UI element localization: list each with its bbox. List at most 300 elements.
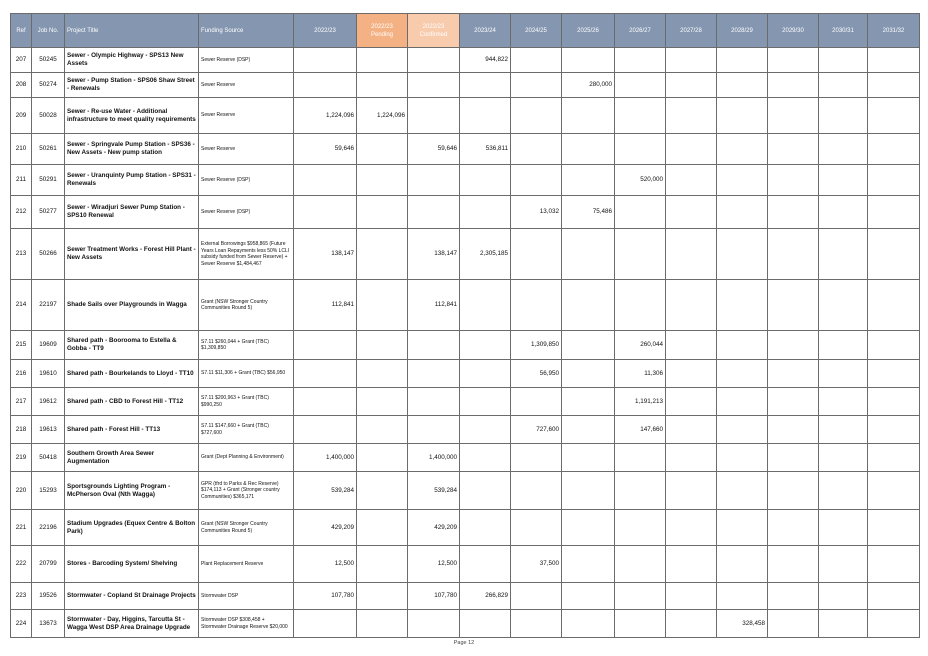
header-year: 2025/26	[562, 14, 615, 48]
amount-cell	[768, 165, 819, 196]
amount-cell	[666, 48, 717, 73]
amount-cell	[408, 98, 460, 134]
amount-cell	[868, 416, 920, 444]
amount-cell: 539,284	[294, 472, 357, 510]
amount-cell	[717, 472, 768, 510]
header-row	[11, 14, 920, 48]
amount-cell	[460, 73, 511, 98]
amount-cell	[717, 444, 768, 472]
amount-cell: 147,660	[615, 416, 666, 444]
header-year: 2026/27	[615, 14, 666, 48]
amount-cell	[868, 165, 920, 196]
funding-source-cell: External Borrowings $958,865 (Future Years Loan Repayments less 50% LCLI subsidy funded from Sewer Reserve) + Sewer Reserve $1,484,467	[199, 229, 294, 280]
amount-cell	[562, 229, 615, 280]
project-title-cell: Shared path - CBD to Forest Hill - TT12	[65, 388, 199, 416]
project-title-cell: Sewer - Re-use Water - Additional infrastructure to meet quality requirements	[65, 98, 199, 134]
amount-cell	[819, 280, 868, 331]
header-year: 2022/23	[294, 14, 357, 48]
project-title-cell: Sewer Treatment Works - Forest Hill Plant - New Assets	[65, 229, 199, 280]
amount-cell	[868, 280, 920, 331]
amount-cell	[615, 98, 666, 134]
amount-cell	[768, 472, 819, 510]
amount-cell	[408, 388, 460, 416]
amount-cell	[408, 196, 460, 229]
amount-cell	[615, 472, 666, 510]
amount-cell	[562, 583, 615, 610]
amount-cell	[717, 48, 768, 73]
amount-cell	[511, 48, 562, 73]
funding-source-cell: GPR (tfrd to Parks & Rec Reserve) $174,113 + Grant (Stronger country Communities) $365,171	[199, 472, 294, 510]
project-title-cell: Stadium Upgrades (Equex Centre & Bolton Park)	[65, 510, 199, 546]
amount-cell	[666, 546, 717, 583]
amount-cell	[294, 360, 357, 388]
amount-cell	[615, 583, 666, 610]
amount-cell: 280,000	[562, 73, 615, 98]
amount-cell: 2,305,185	[460, 229, 511, 280]
ref-cell: 217	[11, 388, 32, 416]
amount-cell	[460, 546, 511, 583]
amount-cell	[357, 546, 408, 583]
projects-table	[10, 13, 920, 638]
ref-cell: 219	[11, 444, 32, 472]
amount-cell	[357, 444, 408, 472]
amount-cell	[666, 165, 717, 196]
table-row	[11, 360, 920, 388]
amount-cell	[819, 610, 868, 638]
amount-cell	[819, 583, 868, 610]
amount-cell: 37,500	[511, 546, 562, 583]
ref-cell: 211	[11, 165, 32, 196]
amount-cell	[615, 73, 666, 98]
amount-cell	[511, 165, 562, 196]
amount-cell: 1,191,213	[615, 388, 666, 416]
amount-cell	[717, 583, 768, 610]
amount-cell	[562, 134, 615, 165]
funding-source-cell: Sewer Reserve	[199, 134, 294, 165]
ref-cell: 218	[11, 416, 32, 444]
job-number-cell: 19613	[32, 416, 65, 444]
table-row	[11, 98, 920, 134]
ref-cell: 213	[11, 229, 32, 280]
job-number-cell: 22196	[32, 510, 65, 546]
project-title-cell: Shared path - Forest Hill - TT13	[65, 416, 199, 444]
amount-cell	[666, 416, 717, 444]
amount-cell	[294, 331, 357, 360]
project-title-cell: Sewer - Olympic Highway - SPS13 New Assets	[65, 48, 199, 73]
amount-cell: 1,224,096	[294, 98, 357, 134]
amount-cell	[511, 583, 562, 610]
amount-cell	[868, 331, 920, 360]
amount-cell	[666, 331, 717, 360]
amount-cell: 539,284	[408, 472, 460, 510]
amount-cell	[768, 196, 819, 229]
amount-cell	[717, 388, 768, 416]
amount-cell	[615, 229, 666, 280]
amount-cell	[615, 546, 666, 583]
amount-cell	[868, 360, 920, 388]
amount-cell	[294, 165, 357, 196]
amount-cell: 1,400,000	[294, 444, 357, 472]
amount-cell	[357, 196, 408, 229]
amount-cell: 944,822	[460, 48, 511, 73]
header-job-no: Job No.	[32, 14, 65, 48]
amount-cell	[868, 388, 920, 416]
amount-cell	[819, 196, 868, 229]
amount-cell: 520,000	[615, 165, 666, 196]
project-title-cell: Stores - Barcoding System/ Shelving	[65, 546, 199, 583]
amount-cell	[819, 360, 868, 388]
job-number-cell: 13673	[32, 610, 65, 638]
header-funding-source: Funding Source	[199, 14, 294, 48]
funding-source-cell: S7.11 $260,044 + Grant (TBC) $1,309,850	[199, 331, 294, 360]
amount-cell: 429,209	[294, 510, 357, 546]
amount-cell: 59,646	[408, 134, 460, 165]
ref-cell: 212	[11, 196, 32, 229]
header-year: 2028/29	[717, 14, 768, 48]
amount-cell	[768, 73, 819, 98]
amount-cell	[666, 510, 717, 546]
amount-cell	[562, 360, 615, 388]
amount-cell	[768, 510, 819, 546]
amount-cell: 1,224,096	[357, 98, 408, 134]
table-row	[11, 546, 920, 583]
amount-cell	[460, 388, 511, 416]
amount-cell	[768, 546, 819, 583]
amount-cell	[666, 73, 717, 98]
amount-cell	[357, 472, 408, 510]
amount-cell	[357, 610, 408, 638]
amount-cell	[768, 388, 819, 416]
amount-cell	[357, 48, 408, 73]
amount-cell	[562, 98, 615, 134]
amount-cell: 11,306	[615, 360, 666, 388]
job-number-cell: 50277	[32, 196, 65, 229]
header-year: 2023/24	[460, 14, 511, 48]
amount-cell: 328,458	[717, 610, 768, 638]
amount-cell	[868, 134, 920, 165]
job-number-cell: 50274	[32, 73, 65, 98]
amount-cell	[562, 510, 615, 546]
project-title-cell: Sewer - Wiradjuri Sewer Pump Station - SPS10 Renewal	[65, 196, 199, 229]
project-title-cell: Sewer - Pump Station - SPS06 Shaw Street - Renewals	[65, 73, 199, 98]
amount-cell	[666, 280, 717, 331]
amount-cell	[511, 510, 562, 546]
amount-cell	[768, 416, 819, 444]
ref-cell: 221	[11, 510, 32, 546]
amount-cell	[868, 444, 920, 472]
table-row	[11, 472, 920, 510]
amount-cell	[460, 98, 511, 134]
amount-cell	[408, 331, 460, 360]
amount-cell	[562, 280, 615, 331]
amount-cell	[562, 331, 615, 360]
ref-cell: 208	[11, 73, 32, 98]
amount-cell	[868, 510, 920, 546]
funding-source-cell: Sewer Reserve	[199, 73, 294, 98]
project-title-cell: Sewer - Springvale Pump Station - SPS36 - New Assets - New pump station	[65, 134, 199, 165]
amount-cell	[357, 360, 408, 388]
amount-cell	[666, 196, 717, 229]
amount-cell	[768, 444, 819, 472]
project-title-cell: Southern Growth Area Sewer Augmentation	[65, 444, 199, 472]
amount-cell	[868, 472, 920, 510]
amount-cell	[408, 48, 460, 73]
amount-cell	[819, 388, 868, 416]
table-row	[11, 280, 920, 331]
amount-cell	[819, 331, 868, 360]
amount-cell	[357, 416, 408, 444]
amount-cell	[511, 134, 562, 165]
amount-cell	[666, 472, 717, 510]
amount-cell	[562, 165, 615, 196]
amount-cell: 107,780	[294, 583, 357, 610]
amount-cell: 429,209	[408, 510, 460, 546]
amount-cell	[768, 98, 819, 134]
amount-cell	[357, 388, 408, 416]
amount-cell	[615, 510, 666, 546]
amount-cell	[717, 331, 768, 360]
amount-cell: 75,486	[562, 196, 615, 229]
amount-cell: 727,600	[511, 416, 562, 444]
project-title-cell: Sportsgrounds Lighting Program - McPherson Oval (Nth Wagga)	[65, 472, 199, 510]
amount-cell	[294, 416, 357, 444]
amount-cell	[615, 280, 666, 331]
job-number-cell: 20799	[32, 546, 65, 583]
job-number-cell: 19610	[32, 360, 65, 388]
funding-source-cell: Sewer Reserve (DSP)	[199, 48, 294, 73]
amount-cell	[768, 360, 819, 388]
project-title-cell: Shared path - Bourkelands to Lloyd - TT10	[65, 360, 199, 388]
header-year: 2024/25	[511, 14, 562, 48]
amount-cell	[666, 360, 717, 388]
page-number: Page 12	[453, 640, 475, 646]
table-row	[11, 388, 920, 416]
header-year-confirmed-label: 2022/23 Confirmed	[419, 23, 448, 38]
amount-cell: 112,841	[408, 280, 460, 331]
job-number-cell: 22197	[32, 280, 65, 331]
capital-works-table	[10, 13, 920, 638]
table-row	[11, 331, 920, 360]
amount-cell: 260,044	[615, 331, 666, 360]
job-number-cell: 50418	[32, 444, 65, 472]
funding-source-cell: Plant Replacement Reserve	[199, 546, 294, 583]
table-row	[11, 583, 920, 610]
table-row	[11, 416, 920, 444]
amount-cell	[868, 98, 920, 134]
job-number-cell: 50245	[32, 48, 65, 73]
funding-source-cell: Sewer Reserve (DSP)	[199, 196, 294, 229]
amount-cell	[357, 229, 408, 280]
ref-cell: 215	[11, 331, 32, 360]
amount-cell	[460, 510, 511, 546]
project-title-cell: Stormwater - Day, Higgins, Tarcutta St - Wagga West DSP Area Drainage Upgrade	[65, 610, 199, 638]
amount-cell	[408, 416, 460, 444]
amount-cell	[819, 73, 868, 98]
amount-cell: 536,811	[460, 134, 511, 165]
amount-cell	[460, 280, 511, 331]
amount-cell	[562, 546, 615, 583]
amount-cell: 138,147	[294, 229, 357, 280]
amount-cell: 59,646	[294, 134, 357, 165]
table-row	[11, 134, 920, 165]
amount-cell	[562, 610, 615, 638]
amount-cell	[717, 134, 768, 165]
amount-cell	[357, 165, 408, 196]
job-number-cell: 19609	[32, 331, 65, 360]
amount-cell	[717, 416, 768, 444]
ref-cell: 209	[11, 98, 32, 134]
ref-cell: 223	[11, 583, 32, 610]
header-year-pending-label: 2022/23 Pending	[370, 23, 394, 38]
header-year: 2030/31	[819, 14, 868, 48]
amount-cell	[562, 48, 615, 73]
amount-cell	[294, 388, 357, 416]
amount-cell	[768, 280, 819, 331]
amount-cell	[868, 546, 920, 583]
amount-cell	[511, 98, 562, 134]
amount-cell: 266,829	[460, 583, 511, 610]
funding-source-cell: Sewer Reserve (DSP)	[199, 165, 294, 196]
header-year-pending	[357, 14, 408, 48]
job-number-cell: 50028	[32, 98, 65, 134]
amount-cell	[357, 134, 408, 165]
job-number-cell: 50261	[32, 134, 65, 165]
amount-cell	[868, 48, 920, 73]
header-project-title: Project Title	[65, 14, 199, 48]
amount-cell	[460, 472, 511, 510]
funding-source-cell: S7.11 $147,660 + Grant (TBC) $727,600	[199, 416, 294, 444]
amount-cell	[562, 472, 615, 510]
amount-cell	[460, 331, 511, 360]
amount-cell	[460, 196, 511, 229]
amount-cell: 12,500	[294, 546, 357, 583]
amount-cell	[511, 388, 562, 416]
project-title-cell: Sewer - Uranquinty Pump Station - SPS31 - Renewals	[65, 165, 199, 196]
funding-source-cell: Stormwater DSP	[199, 583, 294, 610]
amount-cell	[666, 134, 717, 165]
amount-cell: 1,400,000	[408, 444, 460, 472]
amount-cell	[868, 73, 920, 98]
amount-cell	[819, 546, 868, 583]
table-row	[11, 165, 920, 196]
amount-cell	[460, 610, 511, 638]
amount-cell	[819, 98, 868, 134]
ref-cell: 222	[11, 546, 32, 583]
table-row	[11, 229, 920, 280]
amount-cell	[666, 229, 717, 280]
job-number-cell: 50291	[32, 165, 65, 196]
amount-cell	[511, 73, 562, 98]
funding-source-cell: S7.11 $200,963 + Grant (TBC) $990,250	[199, 388, 294, 416]
amount-cell	[717, 360, 768, 388]
amount-cell	[768, 331, 819, 360]
funding-source-cell: Stormwater DSP $308,458 + Stormwater Drainage Reserve $20,000	[199, 610, 294, 638]
amount-cell	[868, 196, 920, 229]
project-title-cell: Shared path - Boorooma to Estella & Gobba - TT9	[65, 331, 199, 360]
table-row	[11, 73, 920, 98]
amount-cell	[819, 472, 868, 510]
job-number-cell: 50266	[32, 229, 65, 280]
amount-cell	[768, 583, 819, 610]
amount-cell	[294, 73, 357, 98]
amount-cell	[768, 229, 819, 280]
amount-cell	[294, 48, 357, 73]
amount-cell	[768, 134, 819, 165]
amount-cell	[408, 360, 460, 388]
ref-cell: 207	[11, 48, 32, 73]
amount-cell: 112,841	[294, 280, 357, 331]
funding-source-cell: S7.11 $11,306 + Grant (TBC) $56,950	[199, 360, 294, 388]
ref-cell: 216	[11, 360, 32, 388]
project-title-cell: Stormwater - Copland St Drainage Projects	[65, 583, 199, 610]
amount-cell	[717, 510, 768, 546]
amount-cell	[460, 165, 511, 196]
amount-cell: 138,147	[408, 229, 460, 280]
amount-cell	[819, 229, 868, 280]
amount-cell	[868, 610, 920, 638]
amount-cell	[615, 48, 666, 73]
header-year-confirmed	[408, 14, 460, 48]
table-row	[11, 48, 920, 73]
amount-cell	[357, 331, 408, 360]
amount-cell	[615, 610, 666, 638]
amount-cell	[868, 583, 920, 610]
ref-cell: 214	[11, 280, 32, 331]
amount-cell	[819, 444, 868, 472]
amount-cell	[666, 610, 717, 638]
funding-source-cell: Grant (NSW Stronger Country Communities Round 5)	[199, 280, 294, 331]
amount-cell	[819, 510, 868, 546]
amount-cell	[511, 444, 562, 472]
ref-cell: 224	[11, 610, 32, 638]
funding-source-cell: Grant (NSW Stronger Country Communities Round 5)	[199, 510, 294, 546]
header-year: 2027/28	[666, 14, 717, 48]
ref-cell: 220	[11, 472, 32, 510]
amount-cell	[768, 610, 819, 638]
amount-cell	[460, 444, 511, 472]
amount-cell	[666, 388, 717, 416]
job-number-cell: 19526	[32, 583, 65, 610]
amount-cell	[717, 73, 768, 98]
amount-cell: 13,032	[511, 196, 562, 229]
header-year: 2031/32	[868, 14, 920, 48]
header-year: 2029/30	[768, 14, 819, 48]
amount-cell	[408, 165, 460, 196]
table-row	[11, 444, 920, 472]
amount-cell	[562, 388, 615, 416]
project-title-cell: Shade Sails over Playgrounds in Wagga	[65, 280, 199, 331]
amount-cell	[460, 416, 511, 444]
amount-cell	[819, 416, 868, 444]
job-number-cell: 15293	[32, 472, 65, 510]
amount-cell	[819, 134, 868, 165]
amount-cell	[357, 510, 408, 546]
amount-cell	[511, 472, 562, 510]
amount-cell	[717, 196, 768, 229]
amount-cell	[357, 73, 408, 98]
amount-cell	[615, 134, 666, 165]
table-row	[11, 510, 920, 546]
amount-cell: 107,780	[408, 583, 460, 610]
amount-cell	[819, 48, 868, 73]
amount-cell	[460, 360, 511, 388]
amount-cell	[717, 546, 768, 583]
amount-cell	[511, 229, 562, 280]
amount-cell	[357, 583, 408, 610]
amount-cell	[666, 583, 717, 610]
amount-cell	[357, 280, 408, 331]
amount-cell	[615, 196, 666, 229]
